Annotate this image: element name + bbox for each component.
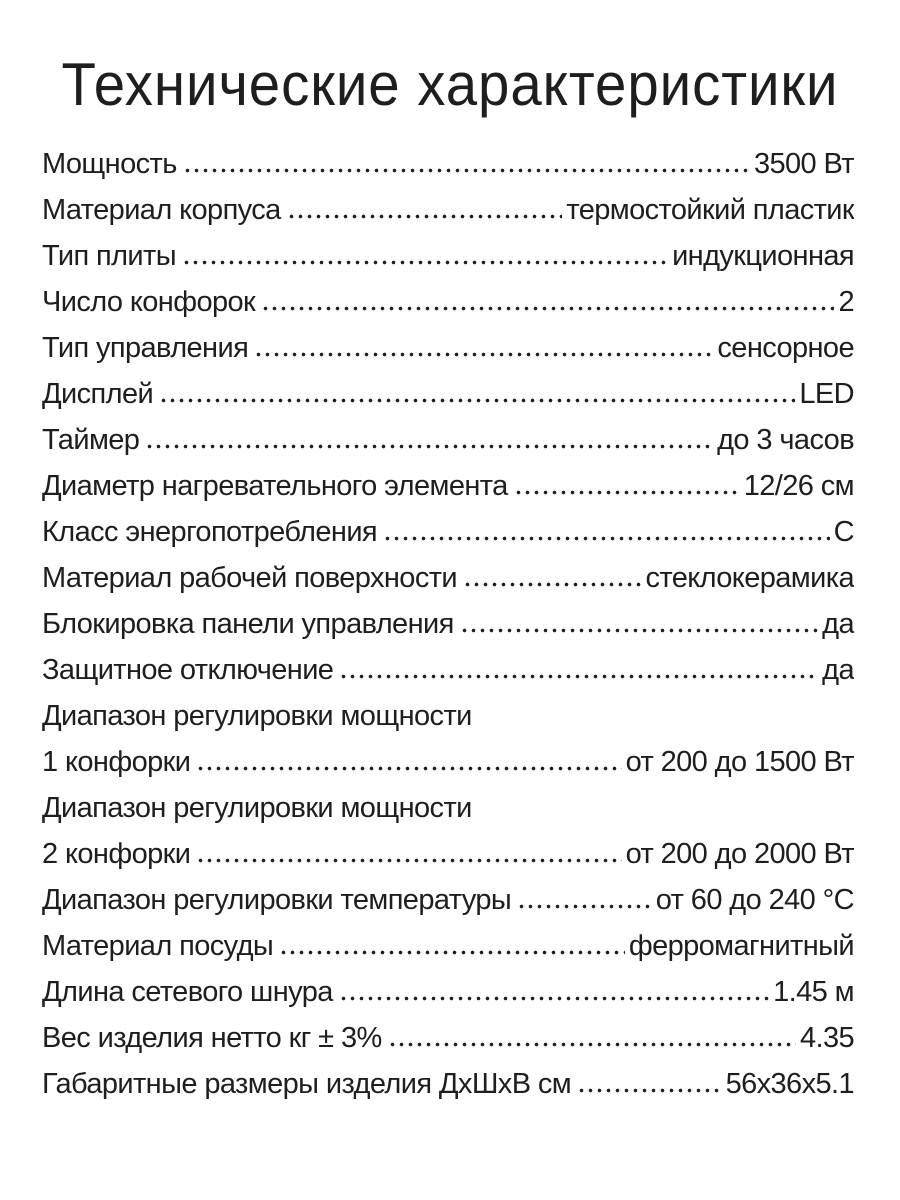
spec-label-line-burner-2-range: Диапазон регулировки мощности — [42, 792, 472, 824]
spec-label: Тип управления — [42, 332, 249, 364]
spec-value: термостойкий пластик — [566, 194, 854, 226]
dot-leader — [279, 945, 625, 957]
spec-value: 2 — [838, 286, 854, 318]
spec-label: Таймер — [42, 424, 140, 456]
dot-leader — [514, 485, 740, 497]
dot-leader — [159, 393, 795, 405]
dot-leader — [183, 163, 750, 175]
spec-row-timer — [42, 417, 854, 463]
spec-label: Материал рабочей поверхности — [42, 562, 458, 594]
spec-row-cookware-material — [42, 923, 854, 969]
spec-row-safety-shutoff — [42, 647, 854, 693]
spec-label: Блокировка панели управления — [42, 608, 454, 640]
dot-leader — [339, 669, 818, 681]
spec-label: Вес изделия нетто кг ± 3% — [42, 1022, 382, 1054]
dot-leader — [388, 1037, 796, 1049]
spec-value: С — [833, 516, 854, 548]
dot-leader — [145, 439, 713, 451]
spec-label-line-burner-1-range: Диапазон регулировки мощности — [42, 700, 472, 732]
spec-label: Диапазон регулировки температуры — [42, 884, 512, 916]
spec-label: Класс энергопотребления — [42, 516, 378, 548]
spec-value: от 60 до 240 °С — [655, 884, 854, 916]
spec-label: Габаритные размеры изделия ДхШхВ см — [42, 1068, 572, 1100]
spec-row-burner-1-power-range — [42, 739, 854, 785]
spec-value: да — [822, 608, 854, 640]
spec-row-surface-material — [42, 555, 854, 601]
spec-label: Мощность — [42, 148, 177, 180]
spec-row-power — [42, 141, 854, 187]
spec-value: 1.45 м — [773, 976, 854, 1008]
spec-row-burner-count — [42, 279, 854, 325]
spec-row-control-type — [42, 325, 854, 371]
spec-label: Число конфорок — [42, 286, 256, 318]
dot-leader — [196, 853, 621, 865]
spec-row-display — [42, 371, 854, 417]
spec-list — [42, 141, 854, 1107]
dot-leader — [196, 761, 621, 773]
spec-value: да — [822, 654, 854, 686]
spec-value: LED — [799, 378, 854, 410]
spec-row-panel-lock — [42, 601, 854, 647]
spec-value: от 200 до 1500 Вт — [625, 746, 854, 778]
spec-value: индукционная — [672, 240, 854, 272]
spec-value: до 3 часов — [717, 424, 854, 456]
dot-leader — [463, 577, 641, 589]
spec-value: 12/26 см — [743, 470, 854, 502]
dot-leader — [383, 531, 830, 543]
spec-label: Длина сетевого шнура — [42, 976, 333, 1008]
dot-leader — [517, 899, 652, 911]
spec-row-heating-element-diameter — [42, 463, 854, 509]
spec-row-burner-2-power-range — [42, 831, 854, 877]
dot-leader — [339, 991, 769, 1003]
dot-leader — [460, 623, 818, 635]
spec-label: Защитное отключение — [42, 654, 334, 686]
spec-label: 1 конфорки — [42, 746, 191, 778]
spec-label: Материал посуды — [42, 930, 274, 962]
spec-row-energy-class — [42, 509, 854, 555]
spec-value: 3500 Вт — [753, 148, 854, 180]
spec-label: Диаметр нагревательного элемента — [42, 470, 508, 502]
spec-row-dimensions — [42, 1061, 854, 1107]
spec-row-net-weight — [42, 1015, 854, 1061]
spec-label: Тип плиты — [42, 240, 176, 272]
dot-leader — [254, 347, 713, 359]
spec-value: 4.35 — [799, 1022, 854, 1054]
page-title: Технические характеристики — [61, 51, 839, 118]
spec-label: 2 конфорки — [42, 838, 191, 870]
dot-leader — [287, 209, 563, 221]
spec-value: от 200 до 2000 Вт — [625, 838, 854, 870]
spec-row-cooktop-type — [42, 233, 854, 279]
spec-value: 56х36х5.1 — [725, 1068, 854, 1100]
spec-value: сенсорное — [717, 332, 854, 364]
spec-label: Материал корпуса — [42, 194, 281, 226]
spec-value: ферромагнитный — [628, 930, 854, 962]
spec-row-cord-length — [42, 969, 854, 1015]
dot-leader — [577, 1083, 721, 1095]
spec-row-temperature-range — [42, 877, 854, 923]
spec-label: Дисплей — [42, 378, 154, 410]
dot-leader — [261, 301, 834, 313]
spec-row-body-material — [42, 187, 854, 233]
dot-leader — [182, 255, 668, 267]
spec-value: стеклокерамика — [645, 562, 854, 594]
